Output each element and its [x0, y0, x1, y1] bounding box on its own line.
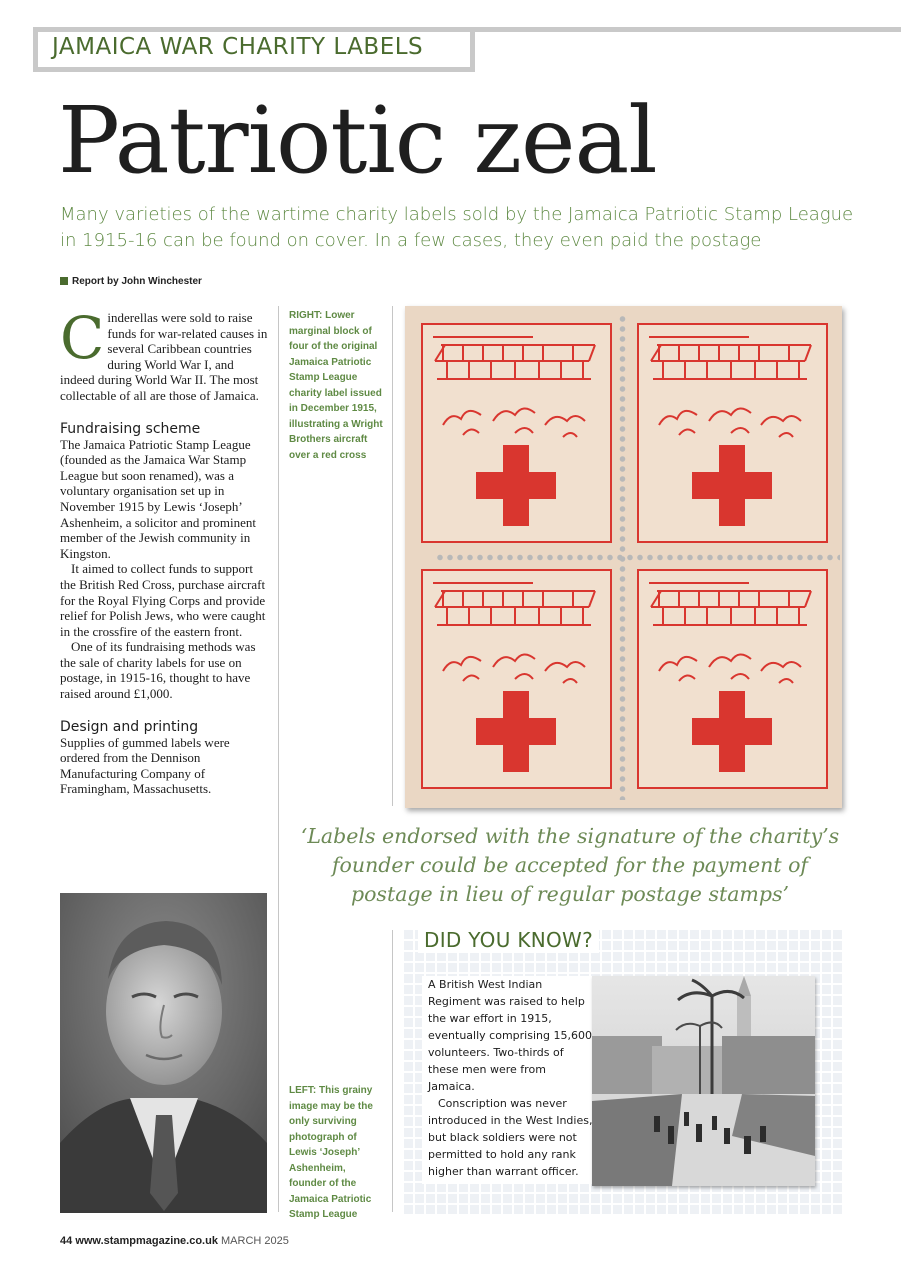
page-number: 44 — [60, 1235, 73, 1247]
subhead-design: Design and printing — [60, 718, 199, 735]
byline-text: Report by John Winchester — [72, 276, 202, 287]
intro-text: inderellas were sold to raise funds for war-related causes in several Caribbean countries during World War I, and indeed during World War II. The most collectable of all are those of Jamaica. — [60, 310, 268, 403]
body-paragraph-4: Supplies of gummed labels were ordered from the Dennison Manufacturing Company of Framingham, Massachusetts. — [60, 734, 230, 797]
parade-photo-icon — [592, 976, 815, 1186]
pull-quote: ‘Labels endorsed with the signature of the charity’s founder could be accepted for the payment of postage in lieu of regular postage stamps’ — [300, 824, 840, 906]
drop-cap: C — [60, 304, 105, 372]
perforation-horizontal — [435, 554, 840, 561]
caption-right: RIGHT: Lower marginal block of four of the original Jamaica Patriotic Stamp League charity label issued in December 1915, illustrating a Wright Brothers aircraft over a red cross — [289, 310, 383, 461]
portrait-photo — [60, 893, 267, 1213]
headline: Patriotic zeal — [58, 87, 657, 194]
section-tag-box — [33, 27, 475, 72]
biplane-red-cross-icon — [639, 325, 826, 541]
body-paragraph-1: The Jamaica Patriotic Stamp League (founded as the Jamaica War Stamp League but soon renamed), was a voluntary organisation set up in November 1915 by Lewis ‘Joseph’ Ashenheim, a solicitor and prominent member of the Jewish community in Kingston. — [60, 436, 257, 561]
section-tag-frame — [33, 27, 901, 67]
parade-photo — [592, 976, 815, 1186]
section-tag: JAMAICA WAR CHARITY LABELS — [52, 34, 424, 60]
body-paragraph-3: One of its fundraising methods was the sale of charity labels for use on postage, in 1915-16, thought to have raised around £1,000. — [60, 639, 256, 702]
did-you-know-text — [422, 976, 600, 1184]
column-divider — [392, 930, 393, 1212]
charity-label-stamp — [421, 569, 612, 789]
did-you-know-paragraph-1: A British West Indian Regiment was raised to help the war effort in 1915, eventually comprising 15,600 volunteers. Two-thirds of these men were from Jamaica. — [428, 978, 592, 1093]
charity-label-stamp — [637, 323, 828, 543]
biplane-red-cross-icon — [423, 325, 610, 541]
standfirst: Many varieties of the wartime charity labels sold by the Jamaica Patriotic Stamp League in 1915-16 can be found on cover. In a few cases, they even paid the postage — [60, 204, 854, 251]
column-divider — [278, 306, 279, 1212]
charity-label-stamp — [421, 323, 612, 543]
biplane-red-cross-icon — [639, 571, 826, 787]
page-footer — [60, 1235, 289, 1247]
article-body — [60, 304, 270, 797]
byline — [60, 276, 202, 287]
did-you-know-title: DID YOU KNOW? — [418, 927, 599, 953]
charity-label-stamp — [637, 569, 828, 789]
body-paragraph-2: It aimed to collect funds to support the British Red Cross, purchase aircraft for the Royal Flying Corps and provide relief for Polish Jews, who were caught in the crossfire of the eastern front. — [60, 561, 266, 639]
subhead-fundraising: Fundraising scheme — [60, 420, 201, 437]
caption-left: LEFT: This grainy image may be the only surviving photograph of Lewis ‘Joseph’ Ashenheim, founder of the Jamaica Patriotic Stamp League — [289, 1085, 373, 1220]
column-divider — [392, 306, 393, 806]
footer-site: www.stampmagazine.co.uk — [75, 1235, 218, 1247]
did-you-know-paragraph-2: Conscription was never introduced in the West Indies, but black soldiers were not permitted to hold any rank higher than warrant officer. — [428, 1097, 593, 1178]
footer-date: MARCH 2025 — [221, 1235, 289, 1247]
byline-square-icon — [60, 277, 68, 285]
biplane-red-cross-icon — [423, 571, 610, 787]
did-you-know-box — [402, 928, 842, 1214]
stamp-block-image — [405, 306, 842, 808]
portrait-photo-icon — [60, 893, 267, 1213]
intro-paragraph — [60, 304, 270, 404]
